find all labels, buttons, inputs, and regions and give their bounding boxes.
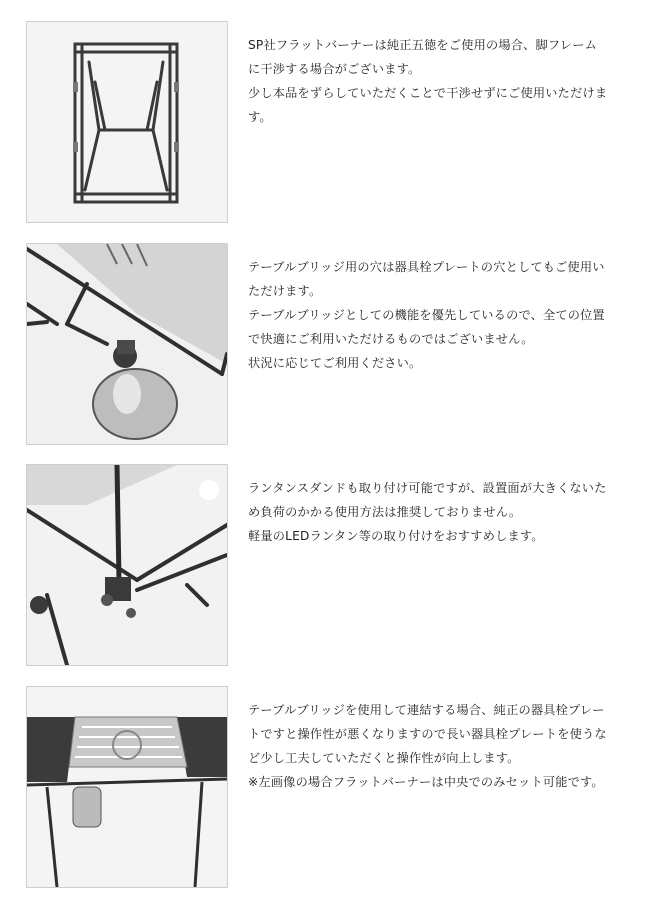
text-line: 状況に応じてご利用ください。: [248, 356, 422, 370]
section-connected-tables: [0, 686, 650, 888]
frame-illustration: [27, 22, 227, 222]
connected-illustration: [27, 687, 227, 887]
text-line: トですと操作性が悪くなりますので長い器具栓プレートを使うな: [248, 727, 607, 741]
product-photo-lantern: [26, 464, 228, 666]
text-line: テーブルブリッジを使用して連結する場合、純正の器具栓プレー: [248, 703, 605, 717]
text-line: め負荷のかかる使用方法は推奨しておりません。: [248, 505, 522, 519]
text-line: で快適にご利用いただけるものではございません。: [248, 332, 534, 346]
section-text: [248, 476, 632, 548]
product-photo-bridge: [26, 243, 228, 445]
text-line: 軽量のLEDランタン等の取り付けをおすすめします。: [248, 529, 544, 543]
section-text: [248, 255, 632, 375]
text-line: ※左画像の場合フラットバーナーは中央でのみセット可能です。: [248, 775, 604, 789]
section-bridge-holes: [0, 243, 650, 445]
bridge-illustration: [27, 244, 227, 444]
section-lantern-stand: [0, 464, 650, 666]
product-photo-connected: [26, 686, 228, 888]
text-line: す。: [248, 110, 272, 124]
text-line: に干渉する場合がございます。: [248, 62, 421, 76]
section-text: [248, 33, 632, 129]
section-text: [248, 698, 632, 794]
text-line: ど少し工夫していただくと操作性が向上します。: [248, 751, 520, 765]
section-flat-burner: [0, 21, 650, 223]
lantern-illustration: [27, 465, 227, 665]
text-line: SP社フラットバーナーは純正五徳をご使用の場合、脚フレーム: [248, 38, 597, 52]
text-line: ランタンスダンドも取り付け可能ですが、設置面が大きくないた: [248, 481, 607, 495]
text-line: テーブルブリッジ用の穴は器具栓プレートの穴としてもご使用い: [248, 260, 605, 274]
text-line: テーブルブリッジとしての機能を優先しているので、全ての位置: [248, 308, 605, 322]
product-photo-frame: [26, 21, 228, 223]
text-line: ただけます。: [248, 284, 322, 298]
text-line: 少し本品をずらしていただくことで干渉せずにご使用いただけま: [248, 86, 608, 100]
